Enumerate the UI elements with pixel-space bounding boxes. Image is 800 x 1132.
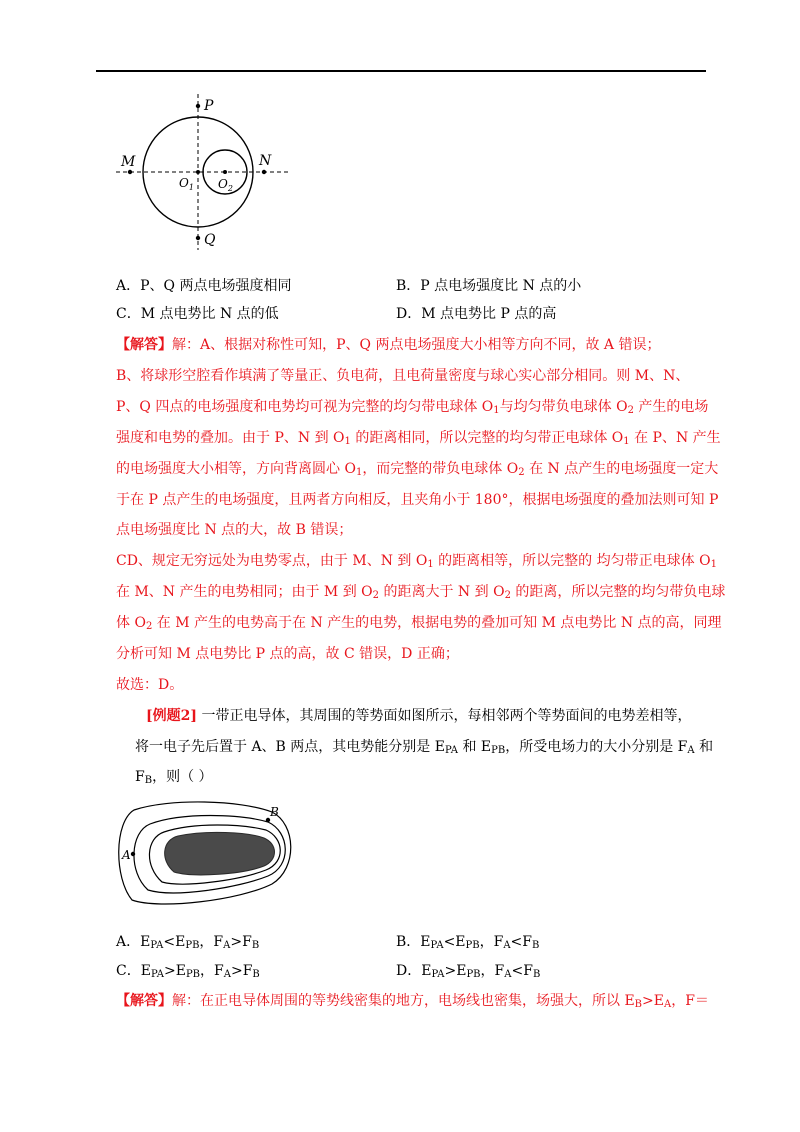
label-a: A	[122, 848, 131, 862]
charged-conductor	[165, 832, 275, 875]
q2-option-c: C．$E_{PA}>E_{PB}$，$F_A>F_B$	[116, 963, 260, 980]
figure-spheres	[112, 92, 292, 252]
answer1-line: 分析可知 M 点电势比 P 点的高，故 C 错误，D 正确；	[116, 646, 459, 662]
label-m: M	[121, 154, 136, 170]
point-n	[262, 170, 266, 174]
answer1-choice: 故选：D。	[116, 677, 184, 693]
answer1-intro: 【解答】解：A、根据对称性可知，P、Q 两点电场强度大小相等方向不同，故 A 错误；	[116, 337, 661, 353]
point-q	[196, 236, 200, 240]
label-n: N	[259, 153, 272, 169]
answer1-line: 于在 P 点产生的电场强度，且两者方向相反，且夹角小于 180°，根据电场强度的叠加法则可知 P	[116, 492, 719, 508]
answer1-line: B、将球形空腔看作填满了等量正、负电荷，且电荷量密度与球心实心部分相同。则 M、N、	[116, 368, 690, 384]
point-m	[128, 170, 132, 174]
label-p: P	[204, 98, 214, 114]
answer1-line: 体 $O_2$ 在 M 产生的电势高于在 N 产生的电势，根据电势的叠加可知 M 点电势比 N 点的高，同理	[116, 615, 722, 632]
point-o2	[223, 170, 227, 174]
q2-option-a: A．$E_{PA}<E_{PB}$，$F_A>F_B$	[116, 934, 260, 951]
answer1-line: 强度和电势的叠加。由于 P、N 到 $O_1$ 的距离相同，所以完整的均匀带正电球体 $O_1$ 在 P、N 产生	[116, 430, 721, 447]
example2-stem: $F_B$，则（ ）	[135, 769, 213, 786]
point-o1	[196, 170, 200, 174]
q1-option-c: C．M 点电势比 N 点的低	[116, 306, 279, 322]
point-a	[131, 852, 135, 856]
label-b: B	[270, 805, 279, 819]
q1-option-b: B．P 点电场强度比 N 点的小	[396, 278, 582, 294]
label-q: Q	[204, 232, 216, 248]
answer1-line: P、Q 四点的电场强度和电势均可视为完整的均匀带电球体 $O_1$与均匀带负电球体 $O_2$ 产生的电场	[116, 399, 709, 416]
label-o1: $O_1$	[179, 176, 194, 192]
point-p	[196, 104, 200, 108]
label-o2: $O_2$	[218, 177, 233, 193]
example2-stem: 将一电子先后置于 A、B 两点，其电势能分别是 $E_{PA}$ 和 $E_{PB}$，所受电场力的大小分别是 $F_A$ 和	[135, 739, 714, 756]
q1-option-a: A．P、Q 两点电场强度相同	[116, 278, 292, 294]
q2-option-b: B．$E_{PA}<E_{PB}$，$F_A<F_B$	[396, 934, 540, 951]
example2-stem: [例题2] 一带正电导体，其周围的等势面如图所示，每相邻两个等势面间的电势差相等，	[146, 708, 692, 724]
q1-option-d: D．M 点电势比 P 点的高	[396, 306, 557, 322]
answer1-line: 的电场强度大小相等，方向背离圆心 $O_1$，而完整的带负电球体 $O_2$ 在 N 点产生的电场强度一定大	[116, 461, 719, 478]
answer-tag: 【解答】	[116, 337, 172, 353]
example2-label: [例题2]	[146, 708, 197, 724]
header-rule	[96, 70, 706, 72]
answer-tag: 【解答】	[116, 993, 172, 1009]
q2-option-d: D．$E_{PA}>E_{PB}$，$F_A<F_B$	[396, 963, 541, 980]
figure-equipotential	[112, 798, 302, 910]
answer1-line: CD、规定无穷远处为电势零点，由于 M、N 到 $O_1$ 的距离相等，所以完整的 均匀带正电球体 $O_1$	[116, 553, 717, 570]
answer2-line: 【解答】解：在正电导体周围的等势线密集的地方，电场线也密集，场强大，所以 $E_B>E_A$，F＝	[116, 993, 709, 1010]
answer1-line: 点电场强度比 N 点的大，故 B 错误；	[116, 522, 353, 538]
answer1-line: 在 M、N 产生的电势相同；由于 M 到 $O_2$ 的距离大于 N 到 $O_2$ 的距离，所以完整的均匀带负电球	[116, 584, 726, 601]
